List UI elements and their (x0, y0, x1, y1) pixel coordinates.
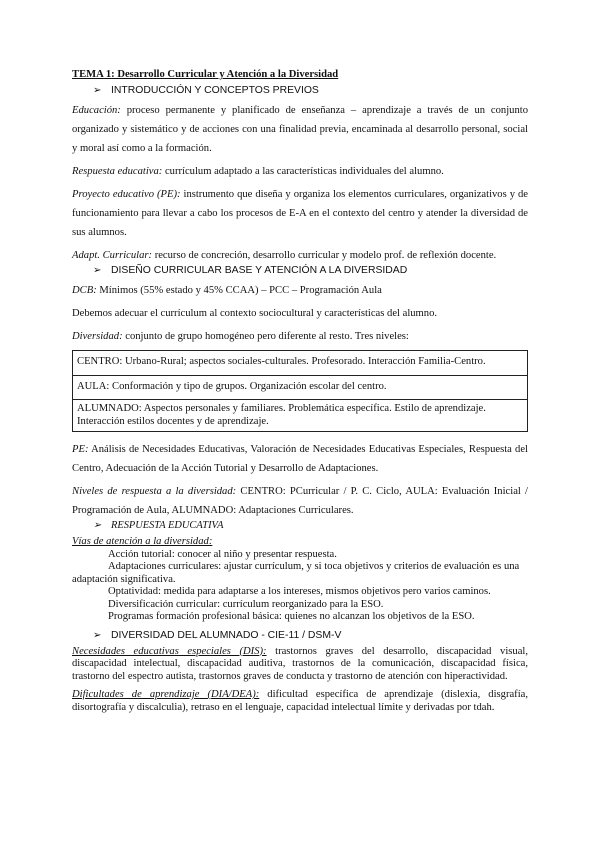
section-heading-dcb (93, 265, 528, 276)
definition-educacion (72, 101, 528, 158)
term-label: Necesidades educativas especiales (DIS): (72, 645, 267, 657)
level-row-alumnado: ALUMNADO: Aspectos personales y familiares. Problemática específica. Estilo de aprendizaje. Interacción estilos docentes y de aprendizaje. (73, 399, 527, 431)
definition-adapt (72, 246, 528, 265)
dea-paragraph (72, 689, 528, 714)
vias-item: Adaptaciones curriculares: ajustar currículum, y si toca objetivos y criterios de evaluación es una adaptación significativa. (72, 561, 520, 585)
definition-text: proceso permanente y planificado de enseñanza – aprendizaje a través de un conjunto organizado y sistemático y de acciones con una finalidad previa, encaminada al desarrollo personal, social y moral así como a la formación. (72, 105, 528, 154)
definition-text: instrumento que diseña y organiza los elementos curriculares, organizativos y de funcionamiento para llevar a cabo los procesos de E-A en el contexto del centro y atender la diversidad de sus alumnos. (72, 189, 528, 238)
arrowhead-bullet-icon: ➢ (93, 629, 102, 641)
term-label: Adapt. Curricular: (72, 250, 153, 261)
vias-item: Diversificación curricular: currículum reorganizado para la ESO. (108, 598, 384, 610)
definition-text: Mínimos (55% estado y 45% CCAA) – PCC – Programación Aula (96, 285, 382, 296)
term-label: Educación: (72, 105, 121, 116)
level-row-aula: AULA: Conformación y tipo de grupos. Organización escolar del centro. (73, 375, 527, 400)
definition-text: currículum adaptado a las características individuales del alumno. (162, 166, 444, 177)
term-label: PE: (72, 444, 89, 455)
section-heading-intro (93, 85, 528, 96)
term-label: Diversidad: (72, 331, 123, 342)
definition-proyecto (72, 185, 528, 242)
nee-paragraph (72, 646, 528, 684)
definition-text: dificultad específica de aprendizaje (dislexia, disgrafía, disortografía y discalculia), retraso en el lenguaje, capacidad intelectual límite y derivadas por tdah. (72, 689, 529, 713)
term-label: Niveles de respuesta a la diversidad: (72, 486, 237, 497)
definition-text: conjunto de grupo homogéneo pero diferente al resto. Tres niveles: (122, 331, 409, 342)
document-title: TEMA 1: Desarrollo Curricular y Atención a la Diversidad (72, 69, 339, 80)
pe-paragraph (72, 440, 528, 478)
section-heading-respuesta (93, 520, 528, 531)
definition-respuesta (72, 162, 528, 181)
section-heading-label: RESPUESTA EDUCATIVA (111, 520, 224, 531)
niveles-paragraph (72, 482, 528, 520)
section-heading-label: DIVERSIDAD DEL ALUMNADO - CIE-11 / DSM-V (111, 629, 342, 641)
term-label: Dificultades de aprendizaje (DIA/DEA): (72, 689, 260, 700)
vias-item: Programas formación profesional básica: quienes no alcanzan los objetivos de la ESO. (108, 611, 475, 622)
adecuar-line: Debemos adecuar el currículum al contexto sociocultural y características del alumno. (72, 308, 438, 319)
term-label: DCB: (72, 285, 97, 296)
section-heading-label: DISEÑO CURRICULAR BASE Y ATENCIÓN A LA DIVERSIDAD (111, 265, 408, 276)
section-heading-label: INTRODUCCIÓN Y CONCEPTOS PREVIOS (111, 85, 319, 96)
document-page (72, 69, 528, 720)
vias-item: Acción tutorial: conocer al niño y presentar respuesta. (108, 548, 337, 560)
definition-text: CENTRO: PCurricular / P. C. Ciclo, AULA: Evaluación Inicial / Programación de Aula, ALUMNADO: Adaptaciones Curriculares. (72, 486, 528, 516)
arrowhead-bullet-icon: ➢ (93, 265, 102, 276)
term-label: Respuesta educativa: (72, 166, 163, 177)
vias-item: Optatividad: medida para adaptarse a los intereses, mismos objetivos pero varios caminos. (108, 586, 491, 597)
arrowhead-bullet-icon: ➢ (93, 85, 102, 96)
vias-title: Vías de atención a la diversidad: (72, 536, 213, 547)
arrowhead-bullet-icon: ➢ (93, 520, 102, 531)
dcb-line (72, 281, 528, 300)
level-row-centro: CENTRO: Urbano-Rural; aspectos sociales-culturales. Profesorado. Interacción Familia-Centro. (77, 356, 486, 367)
term-label: Proyecto educativo (PE): (72, 189, 181, 200)
definition-text: recurso de concreción, desarrollo curricular y modelo prof. de reflexión docente. (152, 250, 497, 261)
definition-text: Análisis de Necesidades Educativas, Valoración de Necesidades Educativas Especiales, Respuesta del Centro, Adecuación de la Acción Tutorial y Desarrollo de Adaptaciones. (72, 444, 528, 474)
definition-text: trastornos graves del desarrollo, discapacidad visual, discapacidad intelectual, discapacidad auditiva, trastornos de la comunicación, discapacidad física, trastorno del espectro autista, trastornos graves de conducta y trastorno de atención con hiperactividad. (72, 645, 529, 682)
diversity-levels-box (72, 350, 528, 432)
section-heading-diversidad (93, 630, 528, 641)
diversidad-line (72, 327, 528, 346)
